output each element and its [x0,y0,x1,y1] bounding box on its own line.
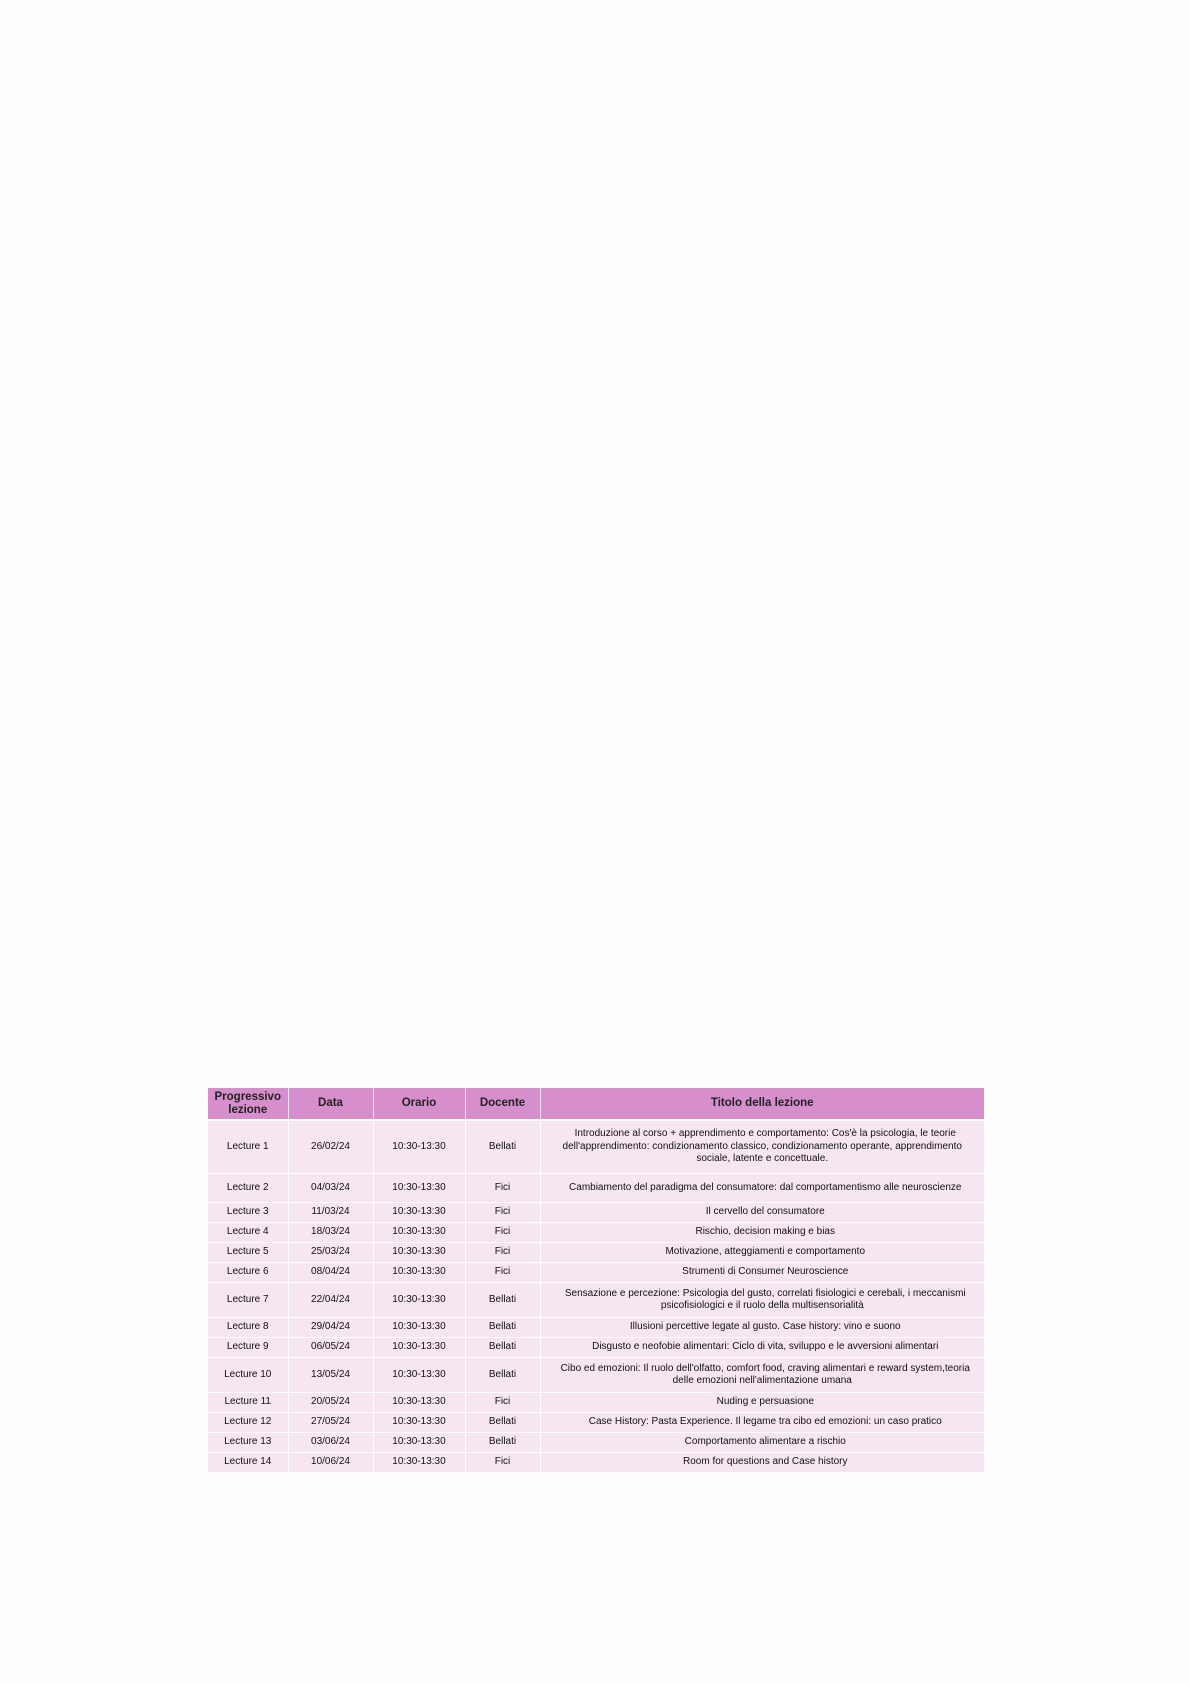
teacher-cell: Fici [465,1263,540,1283]
title-cell [540,1263,984,1283]
lecture-title: Cibo ed emozioni: Il ruolo dell'olfatto, comfort food, craving alimentari e reward system,teoria delle emozioni nell'alimentazione umana [560,1362,970,1386]
date-cell: 20/05/24 [288,1393,373,1413]
lecture-cell: Lecture 11 [208,1393,288,1413]
date-cell: 13/05/24 [288,1358,373,1393]
table-row [208,1393,984,1413]
lecture-cell: Lecture 7 [208,1283,288,1318]
lecture-title: Disgusto e neofobie alimentari: Ciclo di vita, sviluppo e le avversioni alimentari [592,1341,939,1353]
title-cell [540,1358,984,1393]
title-cell [540,1393,984,1413]
lecture-title: Nuding e persuasione [716,1396,814,1408]
table-row [208,1223,984,1243]
lecture-title: Sensazione e percezione: Psicologia del gusto, correlati fisiologici e cerebali, i meccanismi psicofisiologici e il ruolo della multisensorialità [564,1287,966,1311]
table-row [208,1263,984,1283]
lecture-cell: Lecture 6 [208,1263,288,1283]
table-row [208,1318,984,1338]
table-row [208,1243,984,1263]
date-cell: 18/03/24 [288,1223,373,1243]
title-cell [540,1413,984,1433]
date-cell: 06/05/24 [288,1338,373,1358]
title-cell [540,1453,984,1473]
title-cell [540,1433,984,1453]
table-row [208,1433,984,1453]
lecture-title: Introduzione al corso + apprendimento e comportamento: Cos'è la psicologia, le teorie dell'apprendimento: condizionamento classico, condizionamento operante, apprendimento sociale, latente e concettuale. [562,1128,962,1165]
teacher-cell: Fici [465,1203,540,1223]
title-cell [540,1243,984,1263]
lecture-cell: Lecture 3 [208,1203,288,1223]
date-cell: 03/06/24 [288,1433,373,1453]
table-row [208,1453,984,1473]
title-cell [540,1283,984,1318]
lecture-cell: Lecture 5 [208,1243,288,1263]
header-orario: Orario [373,1088,465,1120]
lecture-title: Motivazione, atteggiamenti e comportamento [665,1246,866,1258]
title-cell [540,1318,984,1338]
lecture-title: Il cervello del consumatore [705,1206,825,1218]
table-row [208,1203,984,1223]
lecture-title: Room for questions and Case history [682,1456,848,1468]
date-cell: 08/04/24 [288,1263,373,1283]
lecture-cell: Lecture 13 [208,1433,288,1453]
time-cell: 10:30-13:30 [373,1223,465,1243]
title-cell [540,1120,984,1174]
title-cell [540,1338,984,1358]
table-row [208,1338,984,1358]
time-cell: 10:30-13:30 [373,1120,465,1174]
time-cell: 10:30-13:30 [373,1453,465,1473]
lecture-title: Rischio, decision making e bias [695,1226,835,1238]
lecture-cell: Lecture 12 [208,1413,288,1433]
table-row [208,1283,984,1318]
header-docente: Docente [465,1088,540,1120]
teacher-cell: Fici [465,1243,540,1263]
lecture-cell: Lecture 8 [208,1318,288,1338]
title-cell [540,1174,984,1203]
table-row [208,1358,984,1393]
header-progressivo: Progressivo lezione [208,1088,288,1120]
time-cell: 10:30-13:30 [373,1338,465,1358]
lecture-cell: Lecture 14 [208,1453,288,1473]
teacher-cell: Fici [465,1453,540,1473]
table-body [208,1120,984,1473]
lecture-title: Illusioni percettive legate al gusto. Case history: vino e suono [629,1321,901,1333]
lecture-title: Cambiamento del paradigma del consumatore: dal comportamentismo alle neuroscienze [569,1181,962,1193]
title-cell [540,1203,984,1223]
teacher-cell: Bellati [465,1433,540,1453]
date-cell: 04/03/24 [288,1174,373,1203]
time-cell: 10:30-13:30 [373,1174,465,1203]
teacher-cell: Fici [465,1223,540,1243]
date-cell: 29/04/24 [288,1318,373,1338]
teacher-cell: Bellati [465,1413,540,1433]
lecture-cell: Lecture 9 [208,1338,288,1358]
header-data: Data [288,1088,373,1120]
lecture-schedule-table [208,1088,984,1473]
time-cell: 10:30-13:30 [373,1283,465,1318]
teacher-cell: Bellati [465,1318,540,1338]
date-cell: 26/02/24 [288,1120,373,1174]
time-cell: 10:30-13:30 [373,1413,465,1433]
teacher-cell: Bellati [465,1358,540,1393]
date-cell: 10/06/24 [288,1453,373,1473]
title-cell [540,1223,984,1243]
header-titolo: Titolo della lezione [540,1088,984,1120]
teacher-cell: Bellati [465,1338,540,1358]
table-header-row [208,1088,984,1120]
lecture-cell: Lecture 10 [208,1358,288,1393]
lecture-cell: Lecture 4 [208,1223,288,1243]
lecture-title: Strumenti di Consumer Neuroscience [682,1266,849,1278]
table-row [208,1174,984,1203]
lecture-title: Case History: Pasta Experience. Il legame tra cibo ed emozioni: un caso pratico [588,1416,942,1428]
date-cell: 22/04/24 [288,1283,373,1318]
table-row [208,1120,984,1174]
time-cell: 10:30-13:30 [373,1393,465,1413]
date-cell: 25/03/24 [288,1243,373,1263]
lecture-title: Comportamento alimentare a rischio [684,1436,846,1448]
teacher-cell: Bellati [465,1120,540,1174]
time-cell: 10:30-13:30 [373,1203,465,1223]
time-cell: 10:30-13:30 [373,1358,465,1393]
date-cell: 27/05/24 [288,1413,373,1433]
time-cell: 10:30-13:30 [373,1263,465,1283]
teacher-cell: Bellati [465,1283,540,1318]
teacher-cell: Fici [465,1393,540,1413]
lecture-cell: Lecture 2 [208,1174,288,1203]
time-cell: 10:30-13:30 [373,1318,465,1338]
time-cell: 10:30-13:30 [373,1243,465,1263]
date-cell: 11/03/24 [288,1203,373,1223]
table-row [208,1413,984,1433]
teacher-cell: Fici [465,1174,540,1203]
lecture-cell: Lecture 1 [208,1120,288,1174]
time-cell: 10:30-13:30 [373,1433,465,1453]
